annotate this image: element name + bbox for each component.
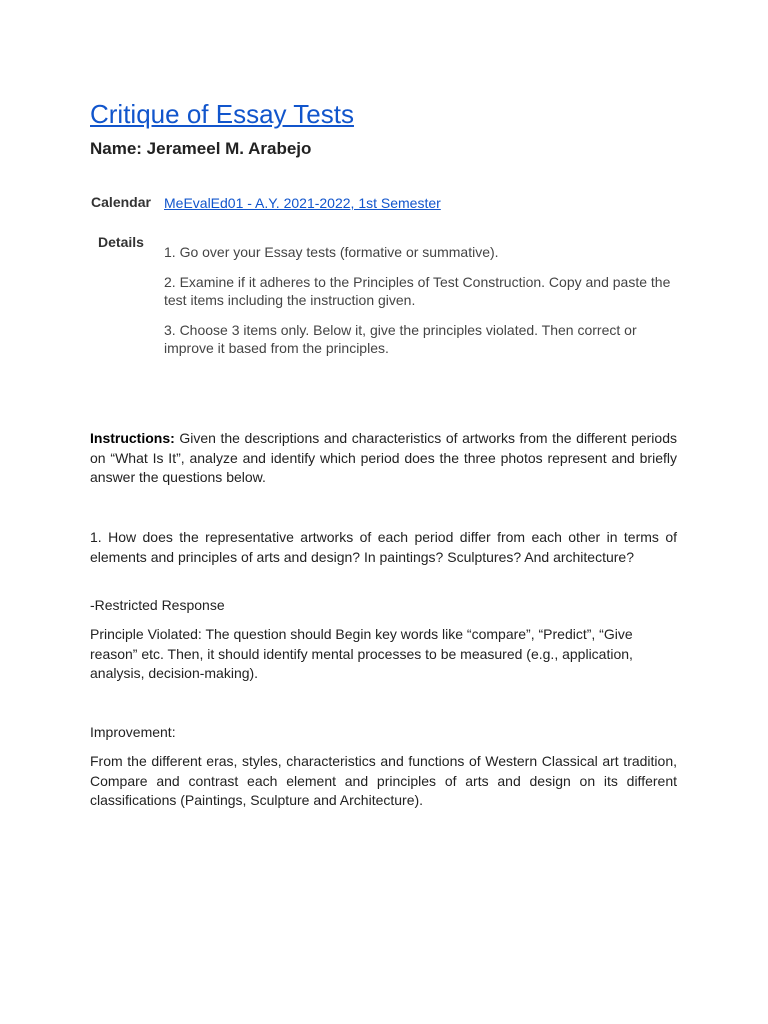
details-item: 1. Go over your Essay tests (formative or summative). <box>164 244 499 260</box>
improvement-text: From the different eras, styles, characteristics and functions of Western Classical art tradition, Compare and contrast each element and principles of arts and design on its different classifications (Paintings, Sculpture and Architecture). <box>90 753 677 808</box>
principle-violated <box>90 625 677 684</box>
author-name: Name: Jerameel M. Arabejo <box>90 139 312 158</box>
improvement-label: Improvement: <box>90 724 176 740</box>
response-type: -Restricted Response <box>90 597 225 613</box>
calendar-label: Calendar <box>91 194 151 210</box>
details-item: 3. Choose 3 items only. Below it, give the principles violated. Then correct or improve it based from the principles. <box>164 322 637 356</box>
improvement-paragraph <box>90 752 677 811</box>
improvement-heading <box>90 723 677 743</box>
details-list <box>164 243 676 369</box>
instructions-label: Instructions: <box>90 430 175 446</box>
course-link[interactable]: MeEvalEd01 - A.Y. 2021-2022, 1st Semester <box>164 195 441 211</box>
principle-text: Principle Violated: The question should Begin key words like “compare”, “Predict”, “Give reason” etc. Then, it should identify mental processes to be measured (e.g., application, analysis, decision-making). <box>90 626 633 681</box>
item-question <box>90 528 677 567</box>
instructions-paragraph <box>90 429 677 488</box>
question-text: 1. How does the representative artworks of each period differ from each other in terms of elements and principles of arts and design? In paintings? Sculptures? And architecture? <box>90 529 677 565</box>
details-item: 2. Examine if it adheres to the Principles of Test Construction. Copy and paste the test items including the instruction given. <box>164 274 671 308</box>
instructions-text: Given the descriptions and characteristics of artworks from the different periods on “What Is It”, analyze and identify which period does the three photos represent and briefly answer the questions below. <box>90 430 677 485</box>
details-label: Details <box>98 234 144 250</box>
document-title[interactable]: Critique of Essay Tests <box>90 99 354 129</box>
item-type <box>90 596 677 616</box>
